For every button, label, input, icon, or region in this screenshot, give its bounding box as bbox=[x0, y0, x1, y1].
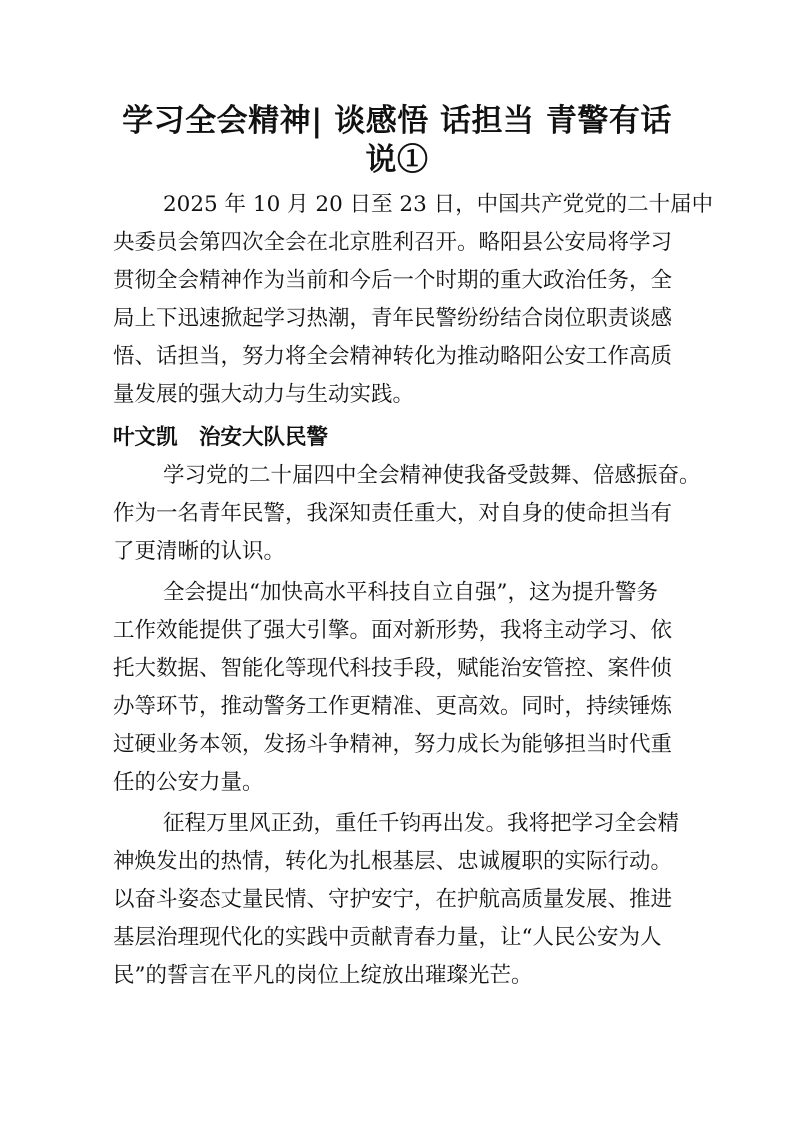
body-line: 任的公安力量。 bbox=[113, 770, 264, 795]
body-line: 民”的誓言在平凡的岗位上绽放出璀璨光芒。 bbox=[113, 963, 533, 988]
document-title-line-1: 学习全会精神| 谈感悟 话担当 青警有话 bbox=[122, 103, 672, 139]
body-line: 以奋斗姿态丈量民情、守护安宁，在护航高质量发展、推进 bbox=[113, 887, 673, 912]
document-title-line-2: 说① bbox=[365, 142, 429, 178]
body-line: 神焕发出的热情，转化为扎根基层、忠诚履职的实际行动。 bbox=[113, 849, 673, 874]
section-heading: 叶文凯 治安大队民警 bbox=[113, 425, 329, 450]
intro-line: 贯彻全会精神作为当前和今后一个时期的重大政治任务，全 bbox=[113, 268, 673, 293]
intro-line: 量发展的强大动力与生动实践。 bbox=[113, 382, 415, 407]
intro-line: 局上下迅速掀起学习热潮，青年民警纷纷结合岗位职责谈感 bbox=[113, 306, 673, 331]
intro-line: 2025 年 10 月 20 日至 23 日，中国共产党党的二十届中 bbox=[163, 192, 714, 217]
body-line: 作为一名青年民警，我深知责任重大，对自身的使命担当有 bbox=[113, 501, 673, 526]
body-line: 全会提出“加快高水平科技自立自强”，这为提升警务 bbox=[163, 580, 658, 605]
body-line: 了更清晰的认识。 bbox=[113, 539, 286, 564]
body-line: 过硬业务本领，发扬斗争精神，努力成长为能够担当时代重 bbox=[113, 732, 673, 757]
body-line: 基层治理现代化的实践中贡献青春力量，让“人民公安为人 bbox=[113, 925, 662, 950]
body-line: 托大数据、智能化等现代科技手段，赋能治安管控、案件侦 bbox=[113, 656, 673, 681]
intro-line: 悟、话担当，努力将全会精神转化为推动略阳公安工作高质 bbox=[113, 344, 673, 369]
body-line: 工作效能提供了强大引擎。面对新形势，我将主动学习、依 bbox=[113, 618, 673, 643]
body-line: 征程万里风正劲，重任千钧再出发。我将把学习全会精 bbox=[163, 811, 680, 836]
body-line: 办等环节，推动警务工作更精准、更高效。同时，持续锤炼 bbox=[113, 694, 673, 719]
intro-line: 央委员会第四次全会在北京胜利召开。略阳县公安局将学习 bbox=[113, 230, 673, 255]
body-line: 学习党的二十届四中全会精神使我备受鼓舞、倍感振奋。 bbox=[163, 463, 701, 488]
